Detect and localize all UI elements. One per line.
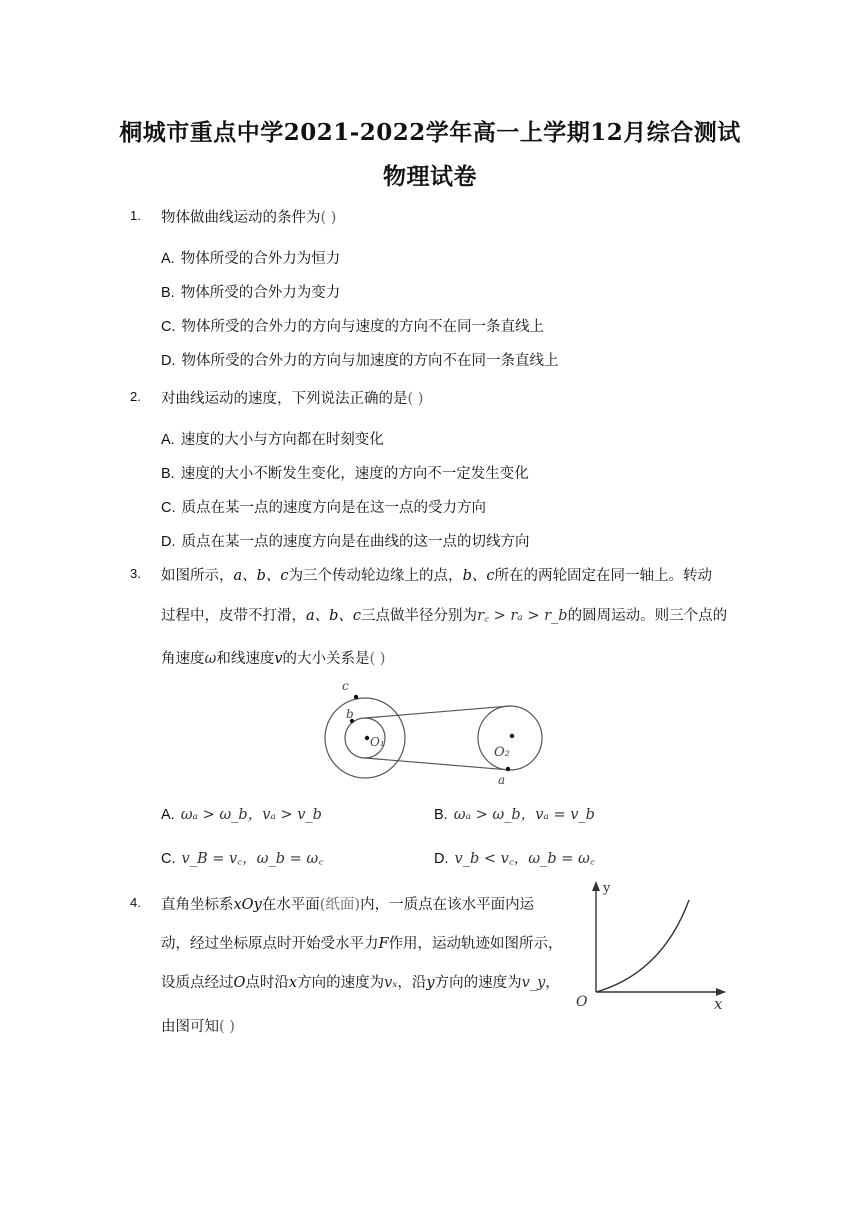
option-a: A. 物体所受的合外力为恒力	[161, 251, 341, 267]
option-b: B. 速度的大小不断发生变化，速度的方向不一定发生变化	[161, 466, 529, 482]
exam-title: 桐城市重点中学2021-2022学年高一上学期12月综合测试	[119, 119, 741, 146]
label-a: a	[498, 773, 506, 787]
origin-label: O	[576, 994, 588, 1010]
question-stem-line-2: 动，经过坐标原点时开始受水平力F作用，运动轨迹如图所示，	[161, 936, 563, 952]
option-b: B. ωₐ > ω_b，vₐ = v_b	[434, 807, 595, 823]
question-number: 2.	[130, 389, 141, 404]
axis-label-y: y	[603, 881, 611, 896]
option-b: B. 物体所受的合外力为变力	[161, 285, 341, 301]
label-c: c	[342, 679, 349, 693]
label-b: b	[346, 707, 354, 721]
question-number: 3.	[130, 566, 141, 581]
question-stem-line-1: 如图所示，a、b、c为三个传动轮边缘上的点，b、c所在的两轮固定在同一轴上。转动	[161, 568, 712, 584]
option-d: D. 物体所受的合外力的方向与加速度的方向不在同一条直线上	[161, 353, 559, 369]
option-c: C. 物体所受的合外力的方向与速度的方向不在同一条直线上	[161, 319, 544, 335]
label-o2: O₂	[494, 745, 510, 760]
label-o1: O₁	[370, 735, 385, 749]
question-stem-line-4: 由图可知( )	[161, 1019, 235, 1035]
option-c: C. 质点在某一点的速度方向是在这一点的受力方向	[161, 500, 486, 516]
option-c: C. v_B = v꜀，ω_b = ω꜀	[161, 851, 324, 867]
question-stem: 物体做曲线运动的条件为( )	[161, 210, 337, 226]
question-stem-line-1: 直角坐标系xOy在水平面(纸面)内，一质点在该水平面内运	[161, 897, 535, 913]
option-d: D. v_b < v꜀，ω_b = ω꜀	[434, 851, 595, 867]
question-number: 1.	[130, 208, 141, 223]
trajectory-graph	[572, 878, 732, 1013]
question-number: 4.	[130, 895, 141, 910]
question-stem-line-2: 过程中，皮带不打滑，a、b、c三点做半径分别为r꜀ > rₐ > r_b的圆周运动。则三个点的	[161, 608, 728, 624]
axis-label-x: x	[714, 995, 723, 1013]
option-d: D. 质点在某一点的速度方向是在曲线的这一点的切线方向	[161, 534, 530, 550]
option-a: A. ωₐ > ω_b，vₐ > v_b	[161, 807, 322, 823]
question-stem-line-3: 设质点经过O点时沿x方向的速度为vₓ，沿y方向的速度为v_y，	[161, 975, 560, 991]
exam-subject: 物理试卷	[383, 163, 477, 190]
option-a: A. 速度的大小与方向都在时刻变化	[161, 432, 384, 448]
question-stem-line-3: 角速度ω和线速度v的大小关系是( )	[161, 651, 386, 667]
question-stem: 对曲线运动的速度，下列说法正确的是( )	[161, 391, 424, 407]
pulley-belt-figure	[320, 678, 550, 790]
